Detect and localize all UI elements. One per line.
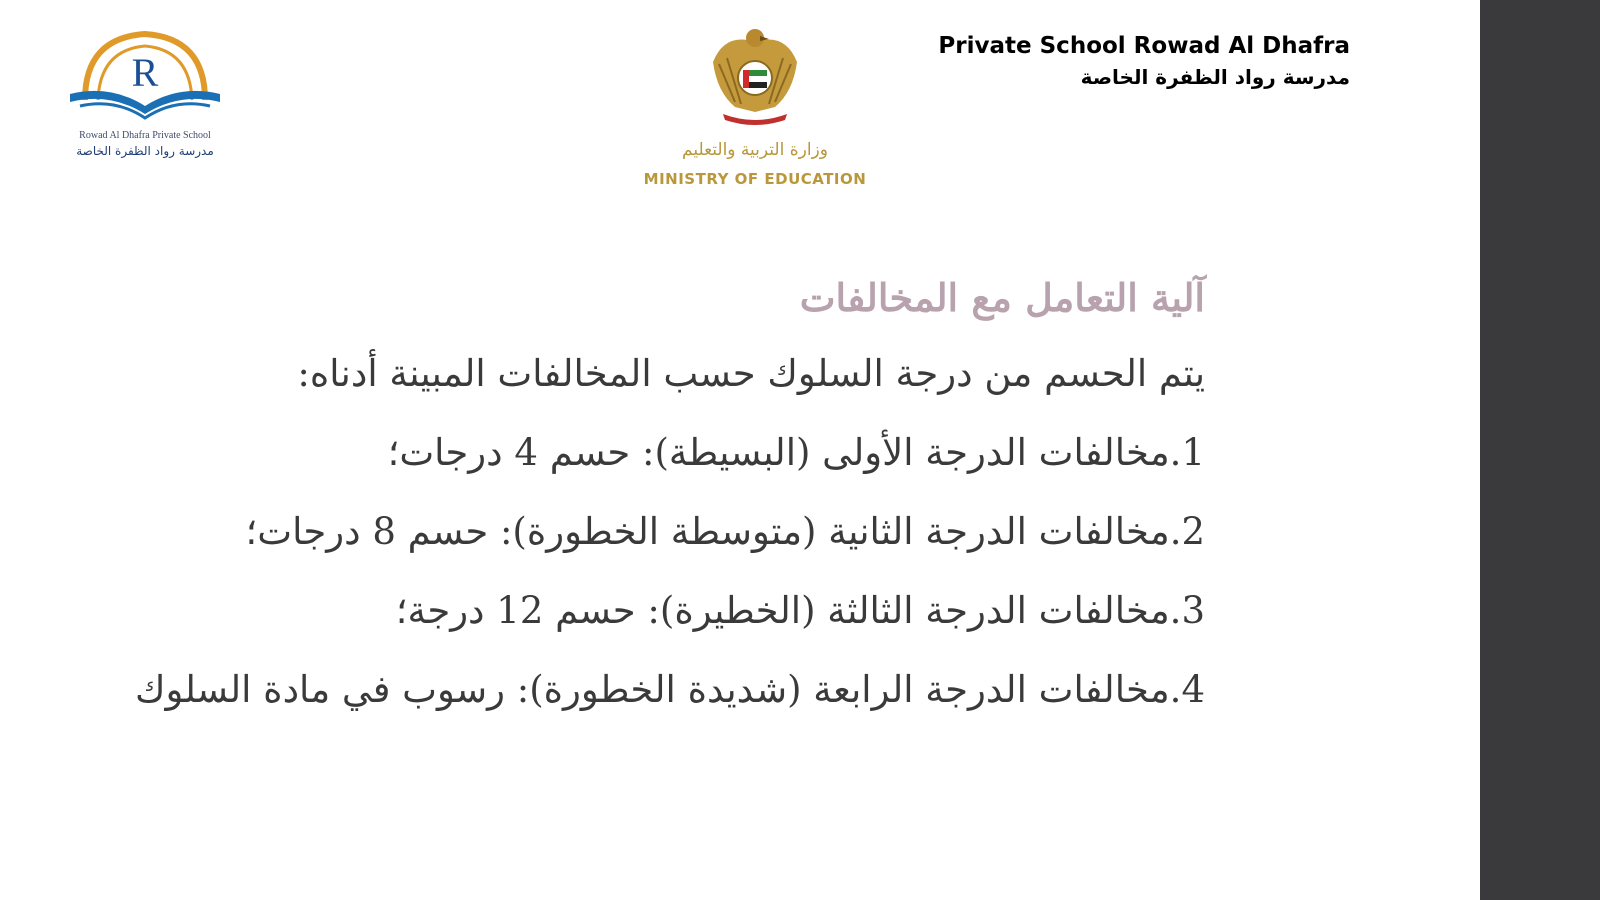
school-header (938, 30, 1350, 92)
ministry-name-en: MINISTRY OF EDUCATION (643, 170, 867, 188)
intro-text: يتم الحسم من درجة السلوك حسب المخالفات المبينة أدناه: (297, 352, 1205, 395)
uae-falcon-emblem-icon (705, 22, 805, 127)
school-logo-caption-ar: مدرسة رواد الظفرة الخاصة (76, 144, 214, 158)
side-panel-strip (1480, 0, 1600, 900)
slide-title: آلية التعامل مع المخالفات (799, 275, 1205, 320)
list-item: 1.مخالفات الدرجة الأولى (البسيطة): حسم 4 درجات؛ (387, 431, 1205, 474)
school-name-en: Private School Rowad Al Dhafra (938, 33, 1350, 59)
slide-content (135, 268, 1205, 729)
list-item: 4.مخالفات الدرجة الرابعة (شديدة الخطورة): رسوب في مادة السلوك (135, 668, 1205, 711)
school-crest-icon (60, 28, 230, 128)
list-item: 3.مخالفات الدرجة الثالثة (الخطيرة): حسم 12 درجة؛ (395, 589, 1205, 632)
svg-text:R: R (131, 50, 159, 95)
ministry-logo (620, 22, 890, 192)
school-name-ar: مدرسة رواد الظفرة الخاصة (1080, 65, 1350, 89)
school-logo-caption-en: Rowad Al Dhafra Private School (79, 130, 211, 141)
ministry-name-ar: وزارة التربية والتعليم (682, 140, 828, 160)
list-item: 2.مخالفات الدرجة الثانية (متوسطة الخطورة): حسم 8 درجات؛ (245, 510, 1205, 553)
school-logo (60, 28, 230, 168)
